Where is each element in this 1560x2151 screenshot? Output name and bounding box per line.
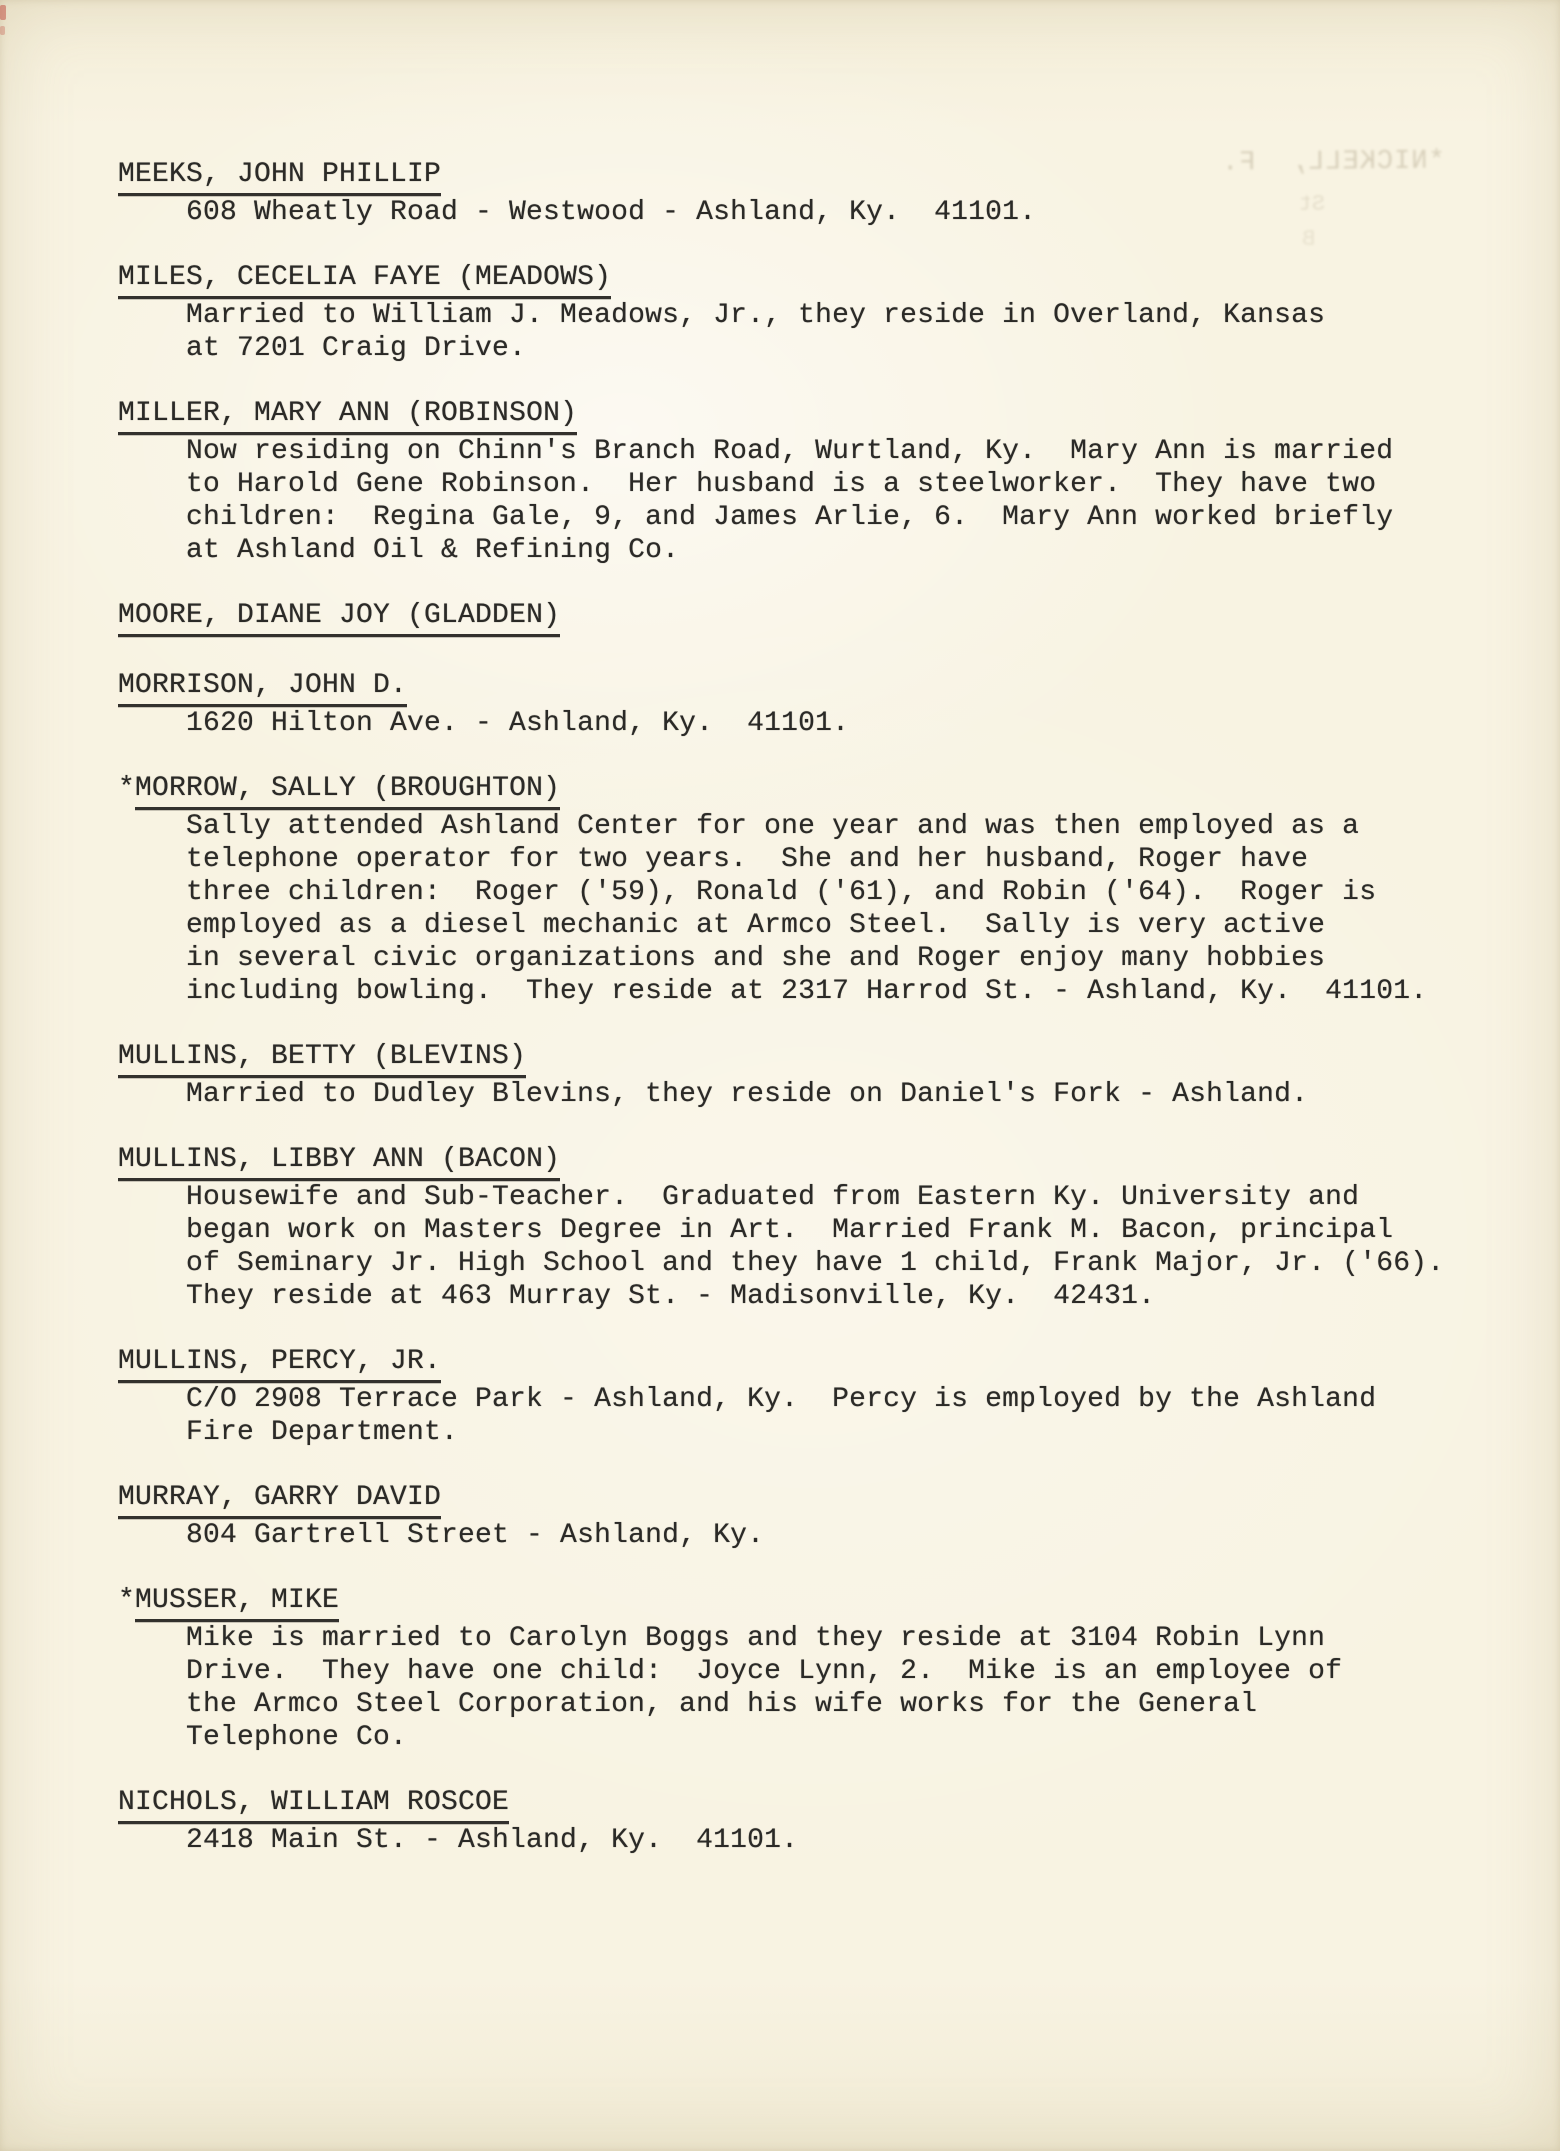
entry-body — [186, 1078, 1518, 1111]
entry-line: Married to Dudley Blevins, they reside on Daniel's Fork - Ashland. — [186, 1079, 1309, 1110]
entry-line: 608 Wheatly Road - Westwood - Ashland, Ky. 41101. — [186, 197, 1037, 228]
directory-entry — [118, 1786, 1518, 1857]
entry-heading — [118, 772, 1518, 810]
directory-entry — [118, 1584, 1518, 1754]
entry-line: at 7201 Craig Drive. — [186, 333, 527, 364]
entry-name: MURRAY, GARRY DAVID — [118, 1481, 441, 1519]
entry-heading — [118, 1584, 1518, 1622]
entry-body — [186, 1824, 1518, 1857]
entry-line: to Harold Gene Robinson. Her husband is a steelworker. They have two — [186, 469, 1377, 500]
entry-line: 2418 Main St. - Ashland, Ky. 41101. — [186, 1825, 799, 1856]
directory-entry — [118, 599, 1518, 637]
bleed-through-text: *NICKELL, F. — [1220, 146, 1445, 179]
entry-body — [186, 1622, 1518, 1754]
entry-line: Sally attended Ashland Center for one year and was then employed as a — [186, 811, 1360, 842]
entry-body — [186, 435, 1518, 567]
directory-entry — [118, 1481, 1518, 1552]
entry-body — [186, 1519, 1518, 1552]
entry-body — [186, 196, 1518, 229]
entry-heading — [118, 158, 1518, 196]
entry-heading — [118, 397, 1518, 435]
entry-line: Mike is married to Carolyn Boggs and they reside at 3104 Robin Lynn — [186, 1623, 1326, 1654]
entry-star-marker: * — [118, 773, 136, 804]
directory-entry — [118, 158, 1518, 229]
entry-line: at Ashland Oil & Refining Co. — [186, 535, 680, 566]
directory-entry — [118, 1143, 1518, 1313]
entry-line: They reside at 463 Murray St. - Madisonville, Ky. 42431. — [186, 1281, 1156, 1312]
entry-name: MILES, CECELIA FAYE (MEADOWS) — [118, 261, 611, 299]
bleed-through-text: B — [1302, 226, 1316, 252]
entry-line: Telephone Co. — [186, 1722, 408, 1753]
scan-edge-mark — [0, 26, 5, 35]
entry-line: children: Regina Gale, 9, and James Arlie, 6. Mary Ann worked briefly — [186, 502, 1394, 533]
entry-body — [186, 1181, 1518, 1313]
directory-entry — [118, 261, 1518, 365]
entry-line: Fire Department. — [186, 1417, 459, 1448]
entry-heading — [118, 1143, 1518, 1181]
entry-name: MULLINS, LIBBY ANN (BACON) — [118, 1143, 560, 1181]
entry-body — [186, 299, 1518, 365]
entry-heading — [118, 1345, 1518, 1383]
bleed-through-text: St — [1298, 191, 1326, 217]
entry-line: three children: Roger ('59), Ronald ('61), and Robin ('64). Roger is — [186, 877, 1377, 908]
entry-heading — [118, 599, 1518, 637]
entry-heading — [118, 1786, 1518, 1824]
directory-entry — [118, 397, 1518, 567]
directory-entry — [118, 669, 1518, 740]
entry-name: MULLINS, PERCY, JR. — [118, 1345, 441, 1383]
entry-name: MILLER, MARY ANN (ROBINSON) — [118, 397, 577, 435]
scan-edge-mark — [0, 5, 6, 20]
entry-name: MORROW, SALLY (BROUGHTON) — [135, 772, 560, 810]
entry-name: MEEKS, JOHN PHILLIP — [118, 158, 441, 196]
entry-line: Drive. They have one child: Joyce Lynn, 2. Mike is an employee of — [186, 1656, 1343, 1687]
entry-name: MULLINS, BETTY (BLEVINS) — [118, 1040, 526, 1078]
entry-list — [118, 158, 1518, 1889]
entry-name: MOORE, DIANE JOY (GLADDEN) — [118, 599, 560, 637]
entry-heading — [118, 1481, 1518, 1519]
directory-entry — [118, 1040, 1518, 1111]
entry-line: C/O 2908 Terrace Park - Ashland, Ky. Percy is employed by the Ashland — [186, 1384, 1377, 1415]
entry-body — [186, 707, 1518, 740]
entry-line: telephone operator for two years. She and her husband, Roger have — [186, 844, 1309, 875]
directory-entry — [118, 1345, 1518, 1449]
entry-line: began work on Masters Degree in Art. Married Frank M. Bacon, principal — [186, 1215, 1394, 1246]
entry-line: Married to William J. Meadows, Jr., they reside in Overland, Kansas — [186, 300, 1326, 331]
entry-line: Now residing on Chinn's Branch Road, Wurtland, Ky. Mary Ann is married — [186, 436, 1394, 467]
directory-entry — [118, 772, 1518, 1008]
entry-heading — [118, 1040, 1518, 1078]
entry-body — [186, 1383, 1518, 1449]
entry-heading — [118, 261, 1518, 299]
entry-line: Housewife and Sub-Teacher. Graduated from Eastern Ky. University and — [186, 1182, 1360, 1213]
entry-name: NICHOLS, WILLIAM ROSCOE — [118, 1786, 509, 1824]
entry-line: of Seminary Jr. High School and they have 1 child, Frank Major, Jr. ('66). — [186, 1248, 1445, 1279]
entry-body — [186, 810, 1518, 1008]
entry-line: in several civic organizations and she and Roger enjoy many hobbies — [186, 943, 1326, 974]
entry-line: employed as a diesel mechanic at Armco Steel. Sally is very active — [186, 910, 1326, 941]
entry-heading — [118, 669, 1518, 707]
entry-line: including bowling. They reside at 2317 Harrod St. - Ashland, Ky. 41101. — [186, 976, 1428, 1007]
entry-name: MUSSER, MIKE — [135, 1584, 339, 1622]
entry-star-marker: * — [118, 1585, 136, 1616]
entry-name: MORRISON, JOHN D. — [118, 669, 407, 707]
entry-line: 804 Gartrell Street - Ashland, Ky. — [186, 1520, 765, 1551]
entry-line: 1620 Hilton Ave. - Ashland, Ky. 41101. — [186, 708, 850, 739]
entry-line: the Armco Steel Corporation, and his wife works for the General — [186, 1689, 1258, 1720]
